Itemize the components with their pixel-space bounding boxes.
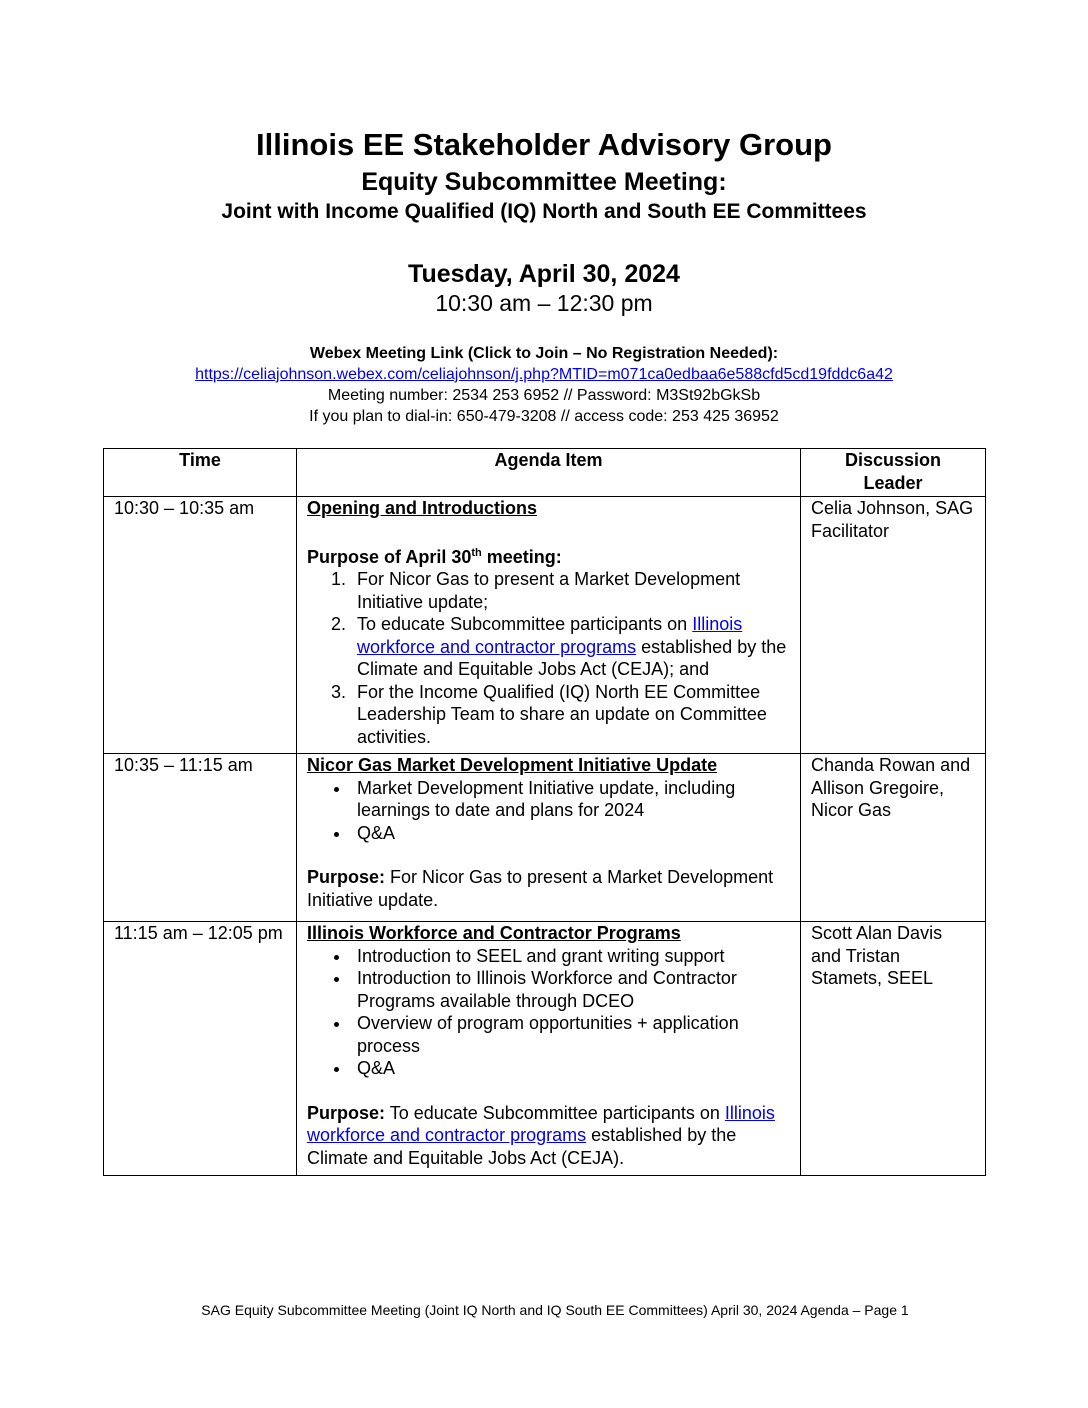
row-agenda-item <box>297 754 801 922</box>
meeting-number: Meeting number: 2534 253 6952 // Password: M3St92bGkSb <box>327 387 761 404</box>
meeting-date: Tuesday, April 30, 2024 <box>408 260 680 288</box>
row-time: 11:15 am – 12:05 pm <box>104 922 297 1176</box>
webex-heading: Webex Meeting Link (Click to Join – No Registration Needed): <box>309 345 779 362</box>
list-item: 3. For the Income Qualified (IQ) North EE Committee Leadership Team to share an update on Committee activities. <box>351 681 790 749</box>
list-item: 1. For Nicor Gas to present a Market Development Initiative update; <box>351 568 790 613</box>
list-item: • Q&A <box>351 1057 790 1080</box>
webex-link-line <box>0 366 1088 384</box>
document-subtitle: Equity Subcommittee Meeting: <box>361 168 727 196</box>
column-header-time: Time <box>104 449 297 497</box>
purpose-heading: Purpose of April 30th meeting: <box>307 546 562 567</box>
list-item: 2. To educate Subcommittee participants on Illinois workforce and contractor programs established by the Climate and Equitable Jobs Act (CEJA); and <box>351 613 790 681</box>
list-item: • Overview of program opportunities + application process <box>351 1012 790 1057</box>
column-header-discussion-leader: Discussion Leader <box>801 449 986 497</box>
agenda-item-title: Nicor Gas Market Development Initiative Update <box>307 755 718 775</box>
meeting-time: 10:30 am – 12:30 pm <box>435 290 653 316</box>
bullet-list <box>307 777 790 845</box>
document-subtitle-joint: Joint with Income Qualified (IQ) North and South EE Committees <box>221 200 867 223</box>
webex-meeting-link[interactable]: https://celiajohnson.webex.com/celiajohnson/j.php?MTID=m071ca0edbaa6e588cfd5cd19fddc6a42 <box>195 366 893 383</box>
table-header-row <box>104 449 986 497</box>
purpose-text: Purpose: To educate Subcommittee participants on Illinois workforce and contractor programs established by the Climate and Equitable Jobs Act (CEJA). <box>307 1102 775 1168</box>
list-item: • Introduction to SEEL and grant writing support <box>351 945 790 968</box>
agenda-item-title: Illinois Workforce and Contractor Programs <box>307 923 681 943</box>
row-agenda-item <box>297 497 801 754</box>
agenda-table <box>103 448 986 1176</box>
bullet-list <box>307 945 790 1080</box>
table-row <box>104 922 986 1176</box>
column-header-agenda-item: Agenda Item <box>297 449 801 497</box>
row-leader: Chanda Rowan and Allison Gregoire, Nicor Gas <box>801 754 986 922</box>
workforce-programs-link[interactable]: Illinois workforce and contractor programs <box>357 614 743 657</box>
row-agenda-item <box>297 922 801 1176</box>
list-item: • Q&A <box>351 822 790 845</box>
workforce-programs-link[interactable]: Illinois workforce and contractor programs <box>307 1102 775 1145</box>
table-row <box>104 497 986 754</box>
dial-in-info: If you plan to dial-in: 650-479-3208 // access code: 253 425 36952 <box>309 408 779 425</box>
list-item: • Market Development Initiative update, including learnings to date and plans for 2024 <box>351 777 790 822</box>
purpose-text: Purpose: For Nicor Gas to present a Market Development Initiative update. <box>307 867 774 910</box>
list-item: • Introduction to Illinois Workforce and Contractor Programs available through DCEO <box>351 967 790 1012</box>
row-leader: Scott Alan Davis and Tristan Stamets, SEEL <box>801 922 986 1176</box>
document-title: Illinois EE Stakeholder Advisory Group <box>256 127 832 162</box>
page-footer: SAG Equity Subcommittee Meeting (Joint IQ North and IQ South EE Committees) April 30, 2024 Agenda – Page 1 <box>201 1302 909 1318</box>
row-leader: Celia Johnson, SAG Facilitator <box>801 497 986 754</box>
table-row <box>104 754 986 922</box>
row-time: 10:35 – 11:15 am <box>104 754 297 922</box>
agenda-item-title: Opening and Introductions <box>307 498 537 518</box>
purpose-list <box>307 568 790 748</box>
row-time: 10:30 – 10:35 am <box>104 497 297 754</box>
